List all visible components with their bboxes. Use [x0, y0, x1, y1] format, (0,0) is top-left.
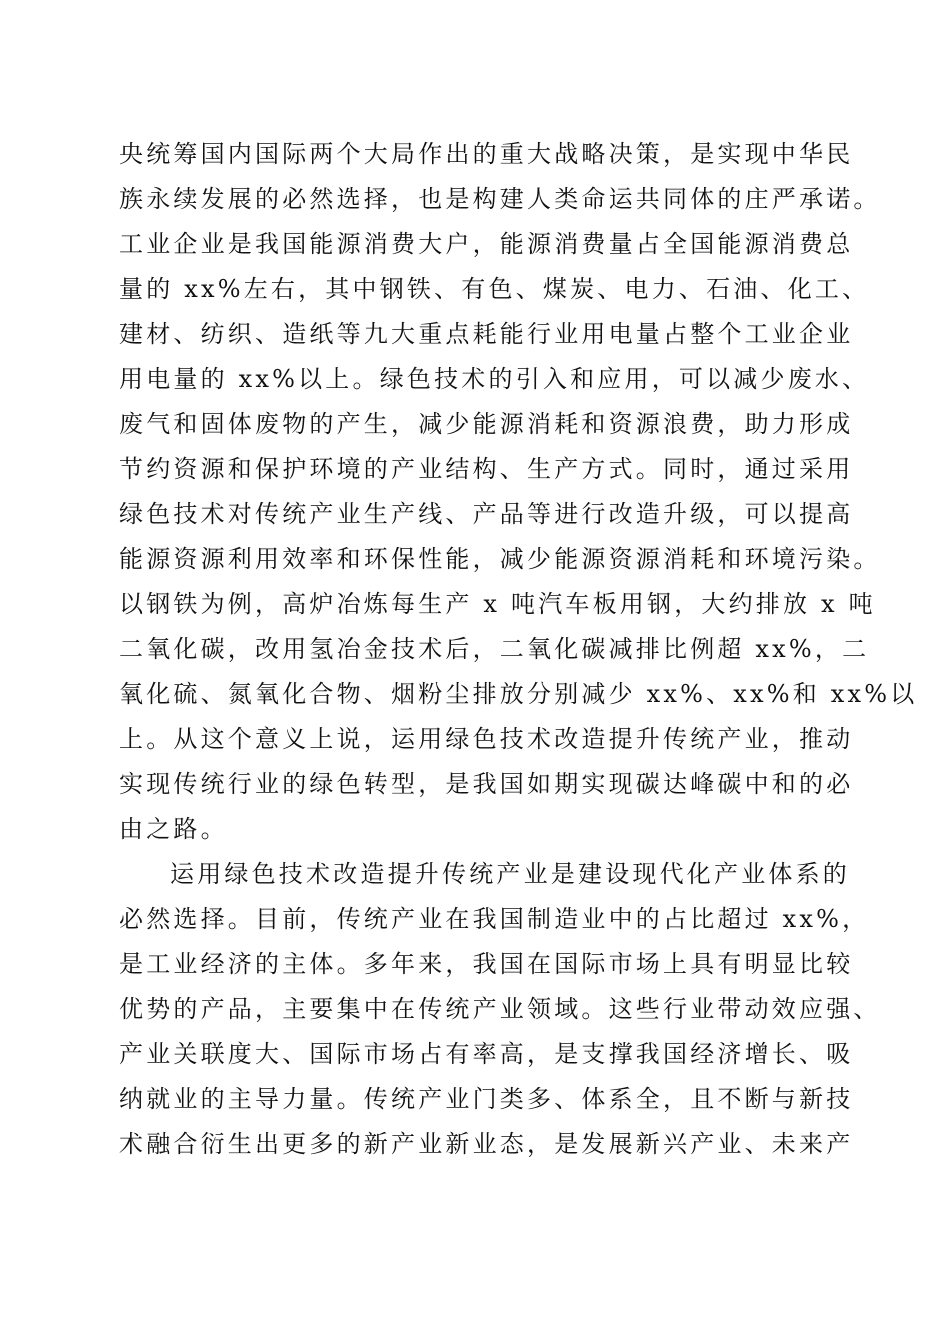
- paragraph-1-line-13: 氧化硫、氮氧化合物、烟粉尘排放分别减少 xx%、xx%和 xx%以: [119, 680, 918, 708]
- paragraph-2-line-6: 纳就业的主导力量。传统产业门类多、体系全，且不断与新技: [119, 1085, 854, 1113]
- paragraph-2-line-5: 产业关联度大、国际市场占有率高，是支撑我国经济增长、吸: [119, 1040, 854, 1068]
- paragraph-2-line-3: 是工业经济的主体。多年来，我国在国际市场上具有明显比较: [119, 950, 854, 978]
- paragraph-1-line-10: 能源资源利用效率和环保性能，减少能源资源消耗和环境污染。: [119, 545, 881, 573]
- paragraph-1-line-3: 工业企业是我国能源消费大户，能源消费量占全国能源消费总: [119, 230, 854, 258]
- paragraph-2-line-4: 优势的产品，主要集中在传统产业领域。这些行业带动效应强、: [119, 995, 881, 1023]
- paragraph-1-line-9: 绿色技术对传统产业生产线、产品等进行改造升级，可以提高: [119, 500, 854, 528]
- paragraph-1-line-1: 央统筹国内国际两个大局作出的重大战略决策，是实现中华民: [119, 140, 854, 168]
- paragraph-1-line-16: 由之路。: [119, 815, 228, 843]
- paragraph-1-line-2: 族永续发展的必然选择，也是构建人类命运共同体的庄严承诺。: [119, 185, 881, 213]
- paragraph-1-line-8: 节约资源和保护环境的产业结构、生产方式。同时，通过采用: [119, 455, 854, 483]
- paragraph-1-line-11: 以钢铁为例，高炉冶炼每生产 x 吨汽车板用钢，大约排放 x 吨: [119, 590, 876, 618]
- paragraph-2-line-7: 术融合衍生出更多的新产业新业态，是发展新兴产业、未来产: [119, 1130, 854, 1158]
- paragraph-1-line-12: 二氧化碳，改用氢冶金技术后，二氧化碳减排比例超 xx%，二: [119, 635, 870, 663]
- paragraph-1-line-7: 废气和固体废物的产生，减少能源消耗和资源浪费，助力形成: [119, 410, 854, 438]
- paragraph-1-line-15: 实现传统行业的绿色转型，是我国如期实现碳达峰碳中和的必: [119, 770, 854, 798]
- paragraph-1-line-4: 量的 xx%左右，其中钢铁、有色、煤炭、电力、石油、化工、: [119, 275, 870, 303]
- paragraph-1-line-5: 建材、纺织、造纸等九大重点耗能行业用电量占整个工业企业: [119, 320, 854, 348]
- paragraph-1-line-14: 上。从这个意义上说，运用绿色技术改造提升传统产业，推动: [119, 725, 854, 753]
- paragraph-1-line-6: 用电量的 xx%以上。绿色技术的引入和应用，可以减少废水、: [119, 365, 870, 393]
- paragraph-2-line-1: 运用绿色技术改造提升传统产业是建设现代化产业体系的: [170, 860, 850, 888]
- paragraph-2-line-2: 必然选择。目前，传统产业在我国制造业中的占比超过 xx%，: [119, 905, 870, 933]
